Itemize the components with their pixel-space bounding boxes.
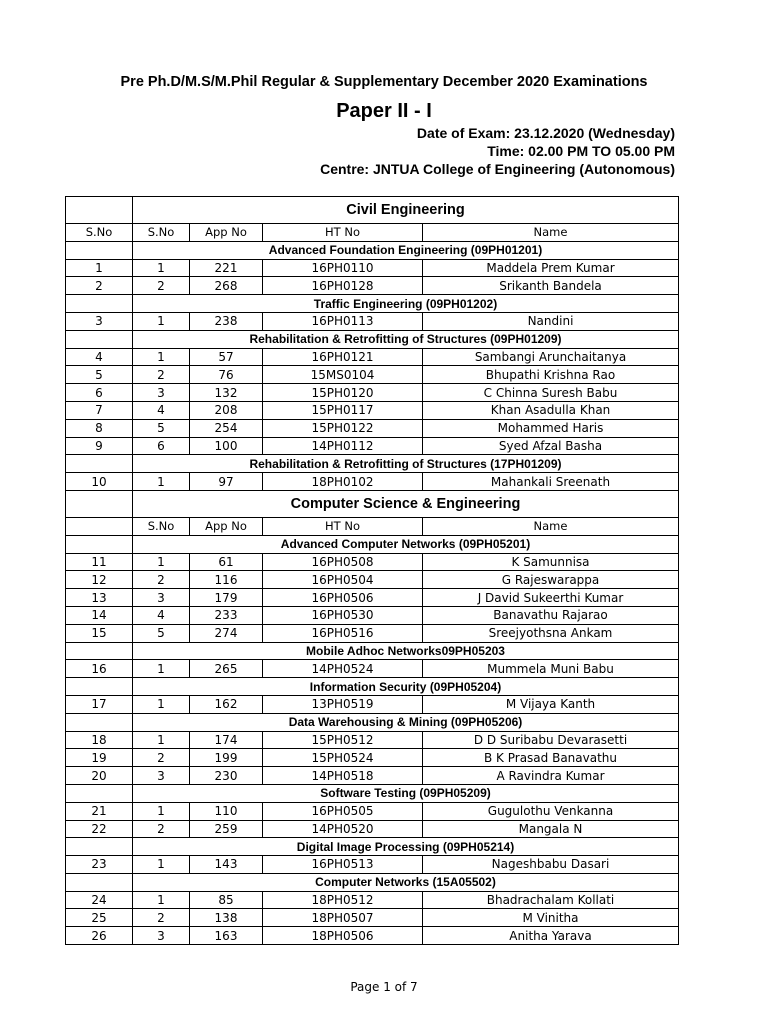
blank-cell xyxy=(66,713,133,731)
table-cell: 17 xyxy=(66,695,133,713)
table-cell: Banavathu Rajarao xyxy=(423,606,679,624)
table-cell: 3 xyxy=(133,384,190,402)
column-header: Name xyxy=(423,517,679,535)
table-cell: Mummela Muni Babu xyxy=(423,660,679,678)
subject-title: Rehabilitation & Retrofitting of Structures (09PH01209) xyxy=(133,330,679,348)
column-header: S.No xyxy=(66,224,133,242)
table-row xyxy=(66,909,679,927)
table-row xyxy=(66,606,679,624)
table-cell: 1 xyxy=(133,695,190,713)
table-cell: M Vinitha xyxy=(423,909,679,927)
table-cell: Nageshbabu Dasari xyxy=(423,856,679,874)
table-cell: 8 xyxy=(66,419,133,437)
table-cell: 16PH0128 xyxy=(263,277,423,295)
table-cell: Syed Afzal Basha xyxy=(423,437,679,455)
table-cell: 1 xyxy=(133,856,190,874)
table-cell: 15PH0120 xyxy=(263,384,423,402)
column-header: Name xyxy=(423,224,679,242)
table-cell: C Chinna Suresh Babu xyxy=(423,384,679,402)
table-row xyxy=(66,312,679,330)
table-cell: Nandini xyxy=(423,312,679,330)
blank-cell xyxy=(66,241,133,259)
table-cell: B K Prasad Banavathu xyxy=(423,749,679,767)
table-cell: 18PH0512 xyxy=(263,891,423,909)
table-row xyxy=(66,348,679,366)
table-cell: 97 xyxy=(190,473,263,491)
table-cell: 16 xyxy=(66,660,133,678)
table-cell: 1 xyxy=(133,348,190,366)
table-cell: 2 xyxy=(133,277,190,295)
blank-cell xyxy=(66,197,133,224)
subject-row xyxy=(66,784,679,802)
table-cell: 1 xyxy=(133,802,190,820)
table-row xyxy=(66,589,679,607)
table-cell: 1 xyxy=(133,259,190,277)
table-row xyxy=(66,624,679,642)
table-cell: 20 xyxy=(66,767,133,785)
table-cell: 16PH0121 xyxy=(263,348,423,366)
table-cell: 14PH0520 xyxy=(263,820,423,838)
subject-row xyxy=(66,330,679,348)
table-cell: 2 xyxy=(133,909,190,927)
table-cell: 2 xyxy=(133,820,190,838)
table-cell: 268 xyxy=(190,277,263,295)
blank-cell xyxy=(66,295,133,313)
column-header: S.No xyxy=(133,224,190,242)
table-cell: 254 xyxy=(190,419,263,437)
table-cell: 116 xyxy=(190,571,263,589)
table-row xyxy=(66,277,679,295)
blank-cell xyxy=(66,678,133,696)
page-number: Page 1 of 7 xyxy=(350,980,418,994)
subject-row xyxy=(66,642,679,660)
column-header: S.No xyxy=(133,517,190,535)
subject-title: Data Warehousing & Mining (09PH05206) xyxy=(133,713,679,731)
exam-date: Date of Exam: 23.12.2020 (Wednesday) xyxy=(416,125,675,141)
blank-cell xyxy=(66,330,133,348)
subject-row xyxy=(66,535,679,553)
seating-table xyxy=(65,196,679,945)
table-cell: Mohammed Haris xyxy=(423,419,679,437)
table-cell: 10 xyxy=(66,473,133,491)
table-cell: G Rajeswarappa xyxy=(423,571,679,589)
exam-time: Time: 02.00 PM TO 05.00 PM xyxy=(487,143,675,159)
table-cell: 14PH0524 xyxy=(263,660,423,678)
table-cell: 18PH0507 xyxy=(263,909,423,927)
table-row xyxy=(66,419,679,437)
subject-title: Software Testing (09PH05209) xyxy=(133,784,679,802)
table-cell: 61 xyxy=(190,553,263,571)
subject-title: Mobile Adhoc Networks09PH05203 xyxy=(133,642,679,660)
table-row xyxy=(66,802,679,820)
table-cell: 1 xyxy=(133,312,190,330)
table-cell: 16PH0505 xyxy=(263,802,423,820)
table-cell: 19 xyxy=(66,749,133,767)
table-cell: 18 xyxy=(66,731,133,749)
table-cell: 174 xyxy=(190,731,263,749)
table-cell: 16PH0113 xyxy=(263,312,423,330)
blank-cell xyxy=(66,517,133,535)
subject-row xyxy=(66,873,679,891)
table-cell: 24 xyxy=(66,891,133,909)
column-header-row xyxy=(66,517,679,535)
exam-title: Pre Ph.D/M.S/M.Phil Regular & Supplementary December 2020 Examinations xyxy=(120,74,648,90)
table-cell: 16PH0504 xyxy=(263,571,423,589)
table-cell: 16PH0506 xyxy=(263,589,423,607)
table-cell: 274 xyxy=(190,624,263,642)
table-cell: 12 xyxy=(66,571,133,589)
table-cell: 16PH0516 xyxy=(263,624,423,642)
table-cell: Sreejyothsna Ankam xyxy=(423,624,679,642)
blank-cell xyxy=(66,784,133,802)
table-row xyxy=(66,767,679,785)
table-cell: 25 xyxy=(66,909,133,927)
department-title: Civil Engineering xyxy=(133,197,679,224)
table-cell: 162 xyxy=(190,695,263,713)
table-row xyxy=(66,384,679,402)
table-cell: 2 xyxy=(133,366,190,384)
subject-title: Information Security (09PH05204) xyxy=(133,678,679,696)
table-cell: 23 xyxy=(66,856,133,874)
table-row xyxy=(66,749,679,767)
table-cell: 2 xyxy=(133,749,190,767)
blank-cell xyxy=(66,873,133,891)
table-cell: J David Sukeerthi Kumar xyxy=(423,589,679,607)
subject-title: Advanced Foundation Engineering (09PH01201) xyxy=(133,241,679,259)
table-cell: 85 xyxy=(190,891,263,909)
table-row xyxy=(66,660,679,678)
subject-row xyxy=(66,678,679,696)
table-row xyxy=(66,401,679,419)
table-cell: 3 xyxy=(133,767,190,785)
table-cell: 15PH0117 xyxy=(263,401,423,419)
column-header: HT No xyxy=(263,517,423,535)
subject-row xyxy=(66,713,679,731)
table-cell: 16PH0110 xyxy=(263,259,423,277)
table-cell: Sambangi Arunchaitanya xyxy=(423,348,679,366)
table-row xyxy=(66,927,679,945)
table-cell: Bhupathi Krishna Rao xyxy=(423,366,679,384)
table-cell: 6 xyxy=(133,437,190,455)
subject-title: Rehabilitation & Retrofitting of Structures (17PH01209) xyxy=(133,455,679,473)
table-cell: 2 xyxy=(66,277,133,295)
table-cell: 199 xyxy=(190,749,263,767)
table-cell: 233 xyxy=(190,606,263,624)
table-cell: 5 xyxy=(133,624,190,642)
table-cell: 57 xyxy=(190,348,263,366)
department-title: Computer Science & Engineering xyxy=(133,490,679,517)
table-cell: D D Suribabu Devarasetti xyxy=(423,731,679,749)
table-cell: 259 xyxy=(190,820,263,838)
table-cell: 22 xyxy=(66,820,133,838)
subject-title: Traffic Engineering (09PH01202) xyxy=(133,295,679,313)
subject-title: Advanced Computer Networks (09PH05201) xyxy=(133,535,679,553)
table-row xyxy=(66,891,679,909)
table-cell: 9 xyxy=(66,437,133,455)
table-cell: 163 xyxy=(190,927,263,945)
table-cell: 15MS0104 xyxy=(263,366,423,384)
table-cell: 221 xyxy=(190,259,263,277)
table-cell: Mangala N xyxy=(423,820,679,838)
paper-title: Paper II - I xyxy=(336,100,432,122)
table-row xyxy=(66,856,679,874)
department-row xyxy=(66,197,679,224)
table-cell: 76 xyxy=(190,366,263,384)
column-header: App No xyxy=(190,224,263,242)
table-cell: 15PH0512 xyxy=(263,731,423,749)
table-cell: 16PH0530 xyxy=(263,606,423,624)
table-cell: 18PH0506 xyxy=(263,927,423,945)
table-cell: 4 xyxy=(66,348,133,366)
table-cell: 208 xyxy=(190,401,263,419)
table-cell: Bhadrachalam Kollati xyxy=(423,891,679,909)
column-header: App No xyxy=(190,517,263,535)
column-header-row xyxy=(66,224,679,242)
table-cell: 21 xyxy=(66,802,133,820)
table-cell: 1 xyxy=(133,473,190,491)
table-cell: 3 xyxy=(66,312,133,330)
table-row xyxy=(66,571,679,589)
table-cell: 15PH0524 xyxy=(263,749,423,767)
table-cell: Khan Asadulla Khan xyxy=(423,401,679,419)
table-cell: Mahankali Sreenath xyxy=(423,473,679,491)
table-cell: A Ravindra Kumar xyxy=(423,767,679,785)
table-cell: 143 xyxy=(190,856,263,874)
table-cell: 13PH0519 xyxy=(263,695,423,713)
column-header: HT No xyxy=(263,224,423,242)
table-cell: 110 xyxy=(190,802,263,820)
table-cell: 5 xyxy=(66,366,133,384)
table-cell: 15PH0122 xyxy=(263,419,423,437)
subject-row xyxy=(66,455,679,473)
table-cell: 14PH0518 xyxy=(263,767,423,785)
table-row xyxy=(66,366,679,384)
table-cell: 230 xyxy=(190,767,263,785)
table-row xyxy=(66,820,679,838)
table-cell: 3 xyxy=(133,589,190,607)
table-cell: 4 xyxy=(133,401,190,419)
table-cell: 14PH0112 xyxy=(263,437,423,455)
table-cell: 2 xyxy=(133,571,190,589)
table-cell: 13 xyxy=(66,589,133,607)
subject-title: Computer Networks (15A05502) xyxy=(133,873,679,891)
subject-row xyxy=(66,241,679,259)
table-cell: 1 xyxy=(133,891,190,909)
blank-cell xyxy=(66,838,133,856)
table-cell: Maddela Prem Kumar xyxy=(423,259,679,277)
table-cell: 6 xyxy=(66,384,133,402)
blank-cell xyxy=(66,642,133,660)
table-row xyxy=(66,553,679,571)
department-row xyxy=(66,490,679,517)
table-cell: K Samunnisa xyxy=(423,553,679,571)
table-cell: 265 xyxy=(190,660,263,678)
table-row xyxy=(66,731,679,749)
table-cell: 100 xyxy=(190,437,263,455)
table-cell: 5 xyxy=(133,419,190,437)
table-cell: Srikanth Bandela xyxy=(423,277,679,295)
table-cell: 14 xyxy=(66,606,133,624)
table-cell: 18PH0102 xyxy=(263,473,423,491)
table-cell: 15 xyxy=(66,624,133,642)
table-cell: 11 xyxy=(66,553,133,571)
table-cell: Anitha Yarava xyxy=(423,927,679,945)
table-cell: 138 xyxy=(190,909,263,927)
blank-cell xyxy=(66,455,133,473)
subject-title: Digital Image Processing (09PH05214) xyxy=(133,838,679,856)
table-cell: Gugulothu Venkanna xyxy=(423,802,679,820)
table-cell: 7 xyxy=(66,401,133,419)
table-row xyxy=(66,259,679,277)
table-cell: 238 xyxy=(190,312,263,330)
table-cell: 16PH0513 xyxy=(263,856,423,874)
table-cell: 1 xyxy=(66,259,133,277)
table-row xyxy=(66,473,679,491)
blank-cell xyxy=(66,535,133,553)
table-row xyxy=(66,437,679,455)
subject-row xyxy=(66,838,679,856)
table-cell: 4 xyxy=(133,606,190,624)
table-cell: 16PH0508 xyxy=(263,553,423,571)
subject-row xyxy=(66,295,679,313)
table-cell: 1 xyxy=(133,731,190,749)
table-cell: M Vijaya Kanth xyxy=(423,695,679,713)
table-cell: 3 xyxy=(133,927,190,945)
table-cell: 1 xyxy=(133,553,190,571)
table-cell: 26 xyxy=(66,927,133,945)
table-cell: 132 xyxy=(190,384,263,402)
exam-centre: Centre: JNTUA College of Engineering (Autonomous) xyxy=(320,161,675,177)
table-row xyxy=(66,695,679,713)
table-cell: 1 xyxy=(133,660,190,678)
blank-cell xyxy=(66,490,133,517)
table-cell: 179 xyxy=(190,589,263,607)
